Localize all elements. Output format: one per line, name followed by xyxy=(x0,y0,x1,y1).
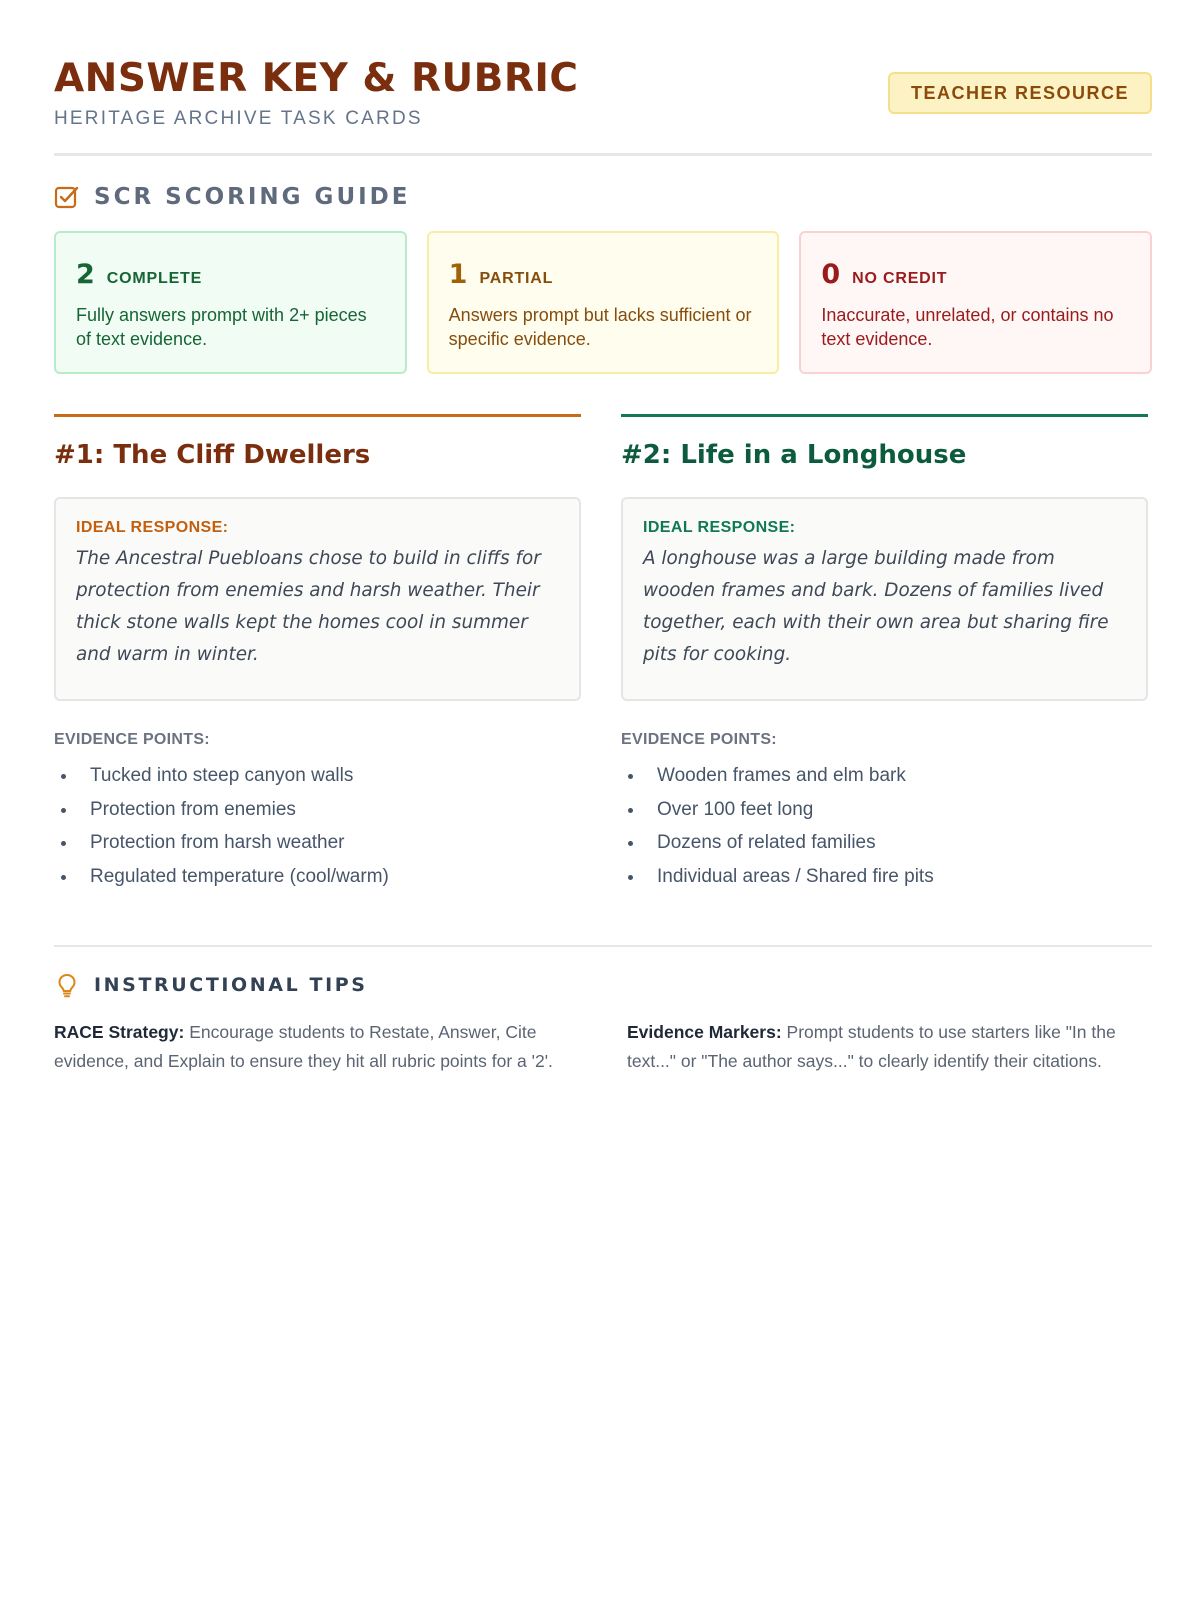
task-card-title: #2: Life in a Longhouse xyxy=(621,440,967,470)
ideal-response-box xyxy=(54,497,581,701)
score-card-no-credit xyxy=(799,231,1152,374)
ideal-response-text: The Ancestral Puebloans chose to build in cliffs for protection from enemies and harsh weather. Their thick stone walls kept the homes cool in summer and warm in winter. xyxy=(76,548,541,665)
evidence-points-label: EVIDENCE POINTS: xyxy=(54,731,210,748)
checkbox-icon xyxy=(54,184,80,210)
tip-label: Evidence Markers: xyxy=(627,1022,782,1042)
score-value: 1 xyxy=(448,259,468,290)
scoring-levels xyxy=(54,231,1152,374)
ideal-response-label: IDEAL RESPONSE: xyxy=(76,519,229,536)
scoring-guide-title: SCR SCORING GUIDE xyxy=(94,184,411,210)
tip-evidence-markers xyxy=(627,1018,1152,1076)
instructional-tips-heading xyxy=(54,972,368,998)
section-divider xyxy=(54,945,1152,947)
task-card-2-key xyxy=(621,414,1148,893)
teacher-resource-badge: TEACHER RESOURCE xyxy=(888,72,1152,114)
accent-rule xyxy=(54,414,581,417)
score-level: PARTIAL xyxy=(479,270,554,287)
list-item: Wooden frames and elm bark xyxy=(621,759,1148,793)
task-card-title: #1: The Cliff Dwellers xyxy=(54,440,371,470)
score-value: 2 xyxy=(76,259,95,290)
list-item: Dozens of related families xyxy=(621,826,1148,860)
accent-rule xyxy=(621,414,1148,417)
list-item: Protection from enemies xyxy=(54,793,581,827)
list-item: Tucked into steep canyon walls xyxy=(54,759,581,793)
instructional-tips-title: INSTRUCTIONAL TIPS xyxy=(94,974,368,996)
score-card-partial xyxy=(427,231,780,374)
tip-race-strategy xyxy=(54,1018,564,1076)
ideal-response-box xyxy=(621,497,1148,701)
score-level: NO CREDIT xyxy=(852,270,948,287)
page-subtitle: HERITAGE ARCHIVE TASK CARDS xyxy=(54,108,423,129)
score-card-complete xyxy=(54,231,407,374)
evidence-list xyxy=(621,759,1148,893)
task-card-1-key xyxy=(54,414,581,893)
score-description: Fully answers prompt with 2+ pieces of text evidence. xyxy=(76,305,367,349)
tip-text: Prompt students to use starters like "In the text..." or "The author says..." to clearly identify their citations. xyxy=(627,1022,1116,1071)
tip-text: Encourage students to Restate, Answer, Cite evidence, and Explain to ensure they hit all rubric points for a '2'. xyxy=(54,1022,553,1071)
page-title: ANSWER KEY & RUBRIC xyxy=(54,56,579,101)
score-description: Inaccurate, unrelated, or contains no text evidence. xyxy=(821,305,1114,349)
score-value: 0 xyxy=(821,259,841,290)
ideal-response-text: A longhouse was a large building made from wooden frames and bark. Dozens of families lived together, each with their own area but sharing fire pits for cooking. xyxy=(643,548,1109,665)
answer-key-page xyxy=(54,0,1152,1071)
scoring-guide-heading xyxy=(54,184,410,210)
list-item: Regulated temperature (cool/warm) xyxy=(54,860,581,894)
evidence-points-label: EVIDENCE POINTS: xyxy=(621,731,777,748)
page-header xyxy=(54,0,1152,156)
list-item: Protection from harsh weather xyxy=(54,826,581,860)
lightbulb-icon xyxy=(54,972,80,998)
evidence-list xyxy=(54,759,581,893)
list-item: Individual areas / Shared fire pits xyxy=(621,860,1148,894)
list-item: Over 100 feet long xyxy=(621,793,1148,827)
score-description: Answers prompt but lacks sufficient or specific evidence. xyxy=(448,305,752,349)
score-level: COMPLETE xyxy=(106,270,203,287)
ideal-response-label: IDEAL RESPONSE: xyxy=(643,519,796,536)
tip-label: RACE Strategy: xyxy=(54,1022,185,1042)
